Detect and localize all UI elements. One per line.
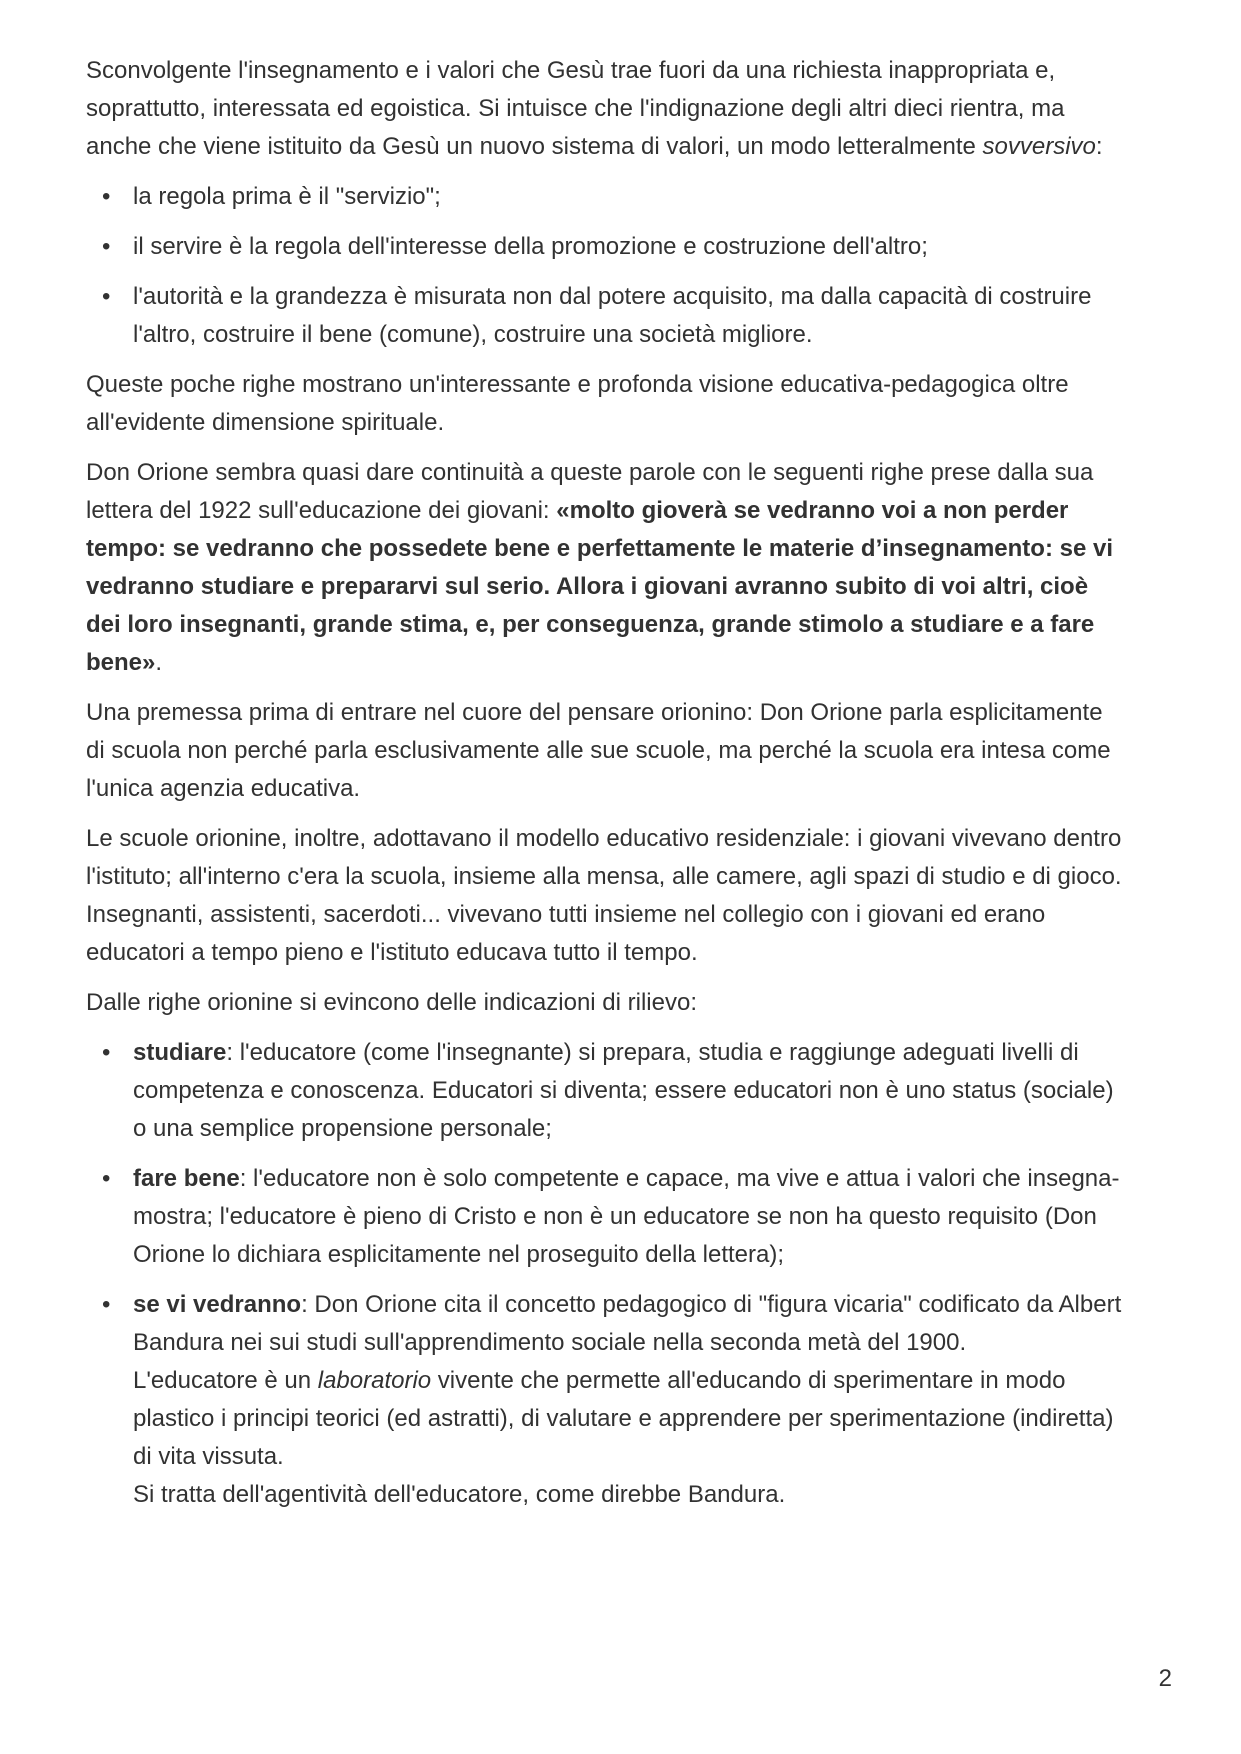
se-vi-vedranno-line-3 [133,1476,1126,1514]
quote-final-period: . [155,649,163,676]
se-vi-vedranno-line-1 [133,1286,1126,1362]
se-vi-vedranno-line-2 [133,1362,1126,1476]
list-item-autorita: • l'autorità e la grandezza è misurata non dal potere acquisito, ma dalla capacità di costruire l'altro, costruire il bene (comune), costruire una società migliore. [86,278,1126,354]
laboratorio-post: vivente che permette all'educando di sperimentare in modo plastico i principi teorici (ed astratti), di valutare e apprendere per sperimentazione (indiretta) di vita vissuta. [133,1367,1114,1470]
list-item-fare-bene-text: : l'educatore non è solo competente e capace, ma vive e attua i valori che insegna-mostra; l'educatore è pieno di Cristo e non è un educatore se non ha questo requisito (Don Orione lo dichiara esplicitamente nel proseguito della lettera); [133,1165,1120,1268]
paragraph-intro-colon: : [1095,133,1103,160]
list-item-studiare [86,1034,1126,1148]
bold-lead-se-vi-vedranno: se vi vedranno [133,1291,302,1318]
paragraph-scuole-orionine: Le scuole orionine, inoltre, adottavano il modello educativo residenziale: i giovani vivevano dentro l'istituto; all'interno c'era la scuola, insieme alla mensa, alle camere, agli spazi di studio e di gioco. Insegnanti, assistenti, sacerdoti... vivevano tutti insieme nel collegio con i giovani ed erano educatori a tempo pieno e l'istituto educava tutto il tempo. [86,825,1122,966]
page-number: 2 [1158,1665,1172,1692]
paragraph-intro-text: Sconvolgente l'insegnamento e i valori che Gesù trae fuori da una richiesta inappropriata e, soprattutto, interessata ed egoistica. Si intuisce che l'indignazione degli altri dieci rientra, ma anche che viene istituito da Gesù un nuovo sistema di valori, un modo letteralmente [86,57,1065,160]
list-item-servizio: • la regola prima è il "servizio"; [86,178,1126,216]
laboratorio-pre: L'educatore è un [133,1367,318,1394]
list-item-se-vi-vedranno [86,1286,1126,1514]
italic-term-laboratorio: laboratorio [317,1367,432,1394]
bullet-list-indicazioni [86,1034,1126,1514]
document-content [86,52,1126,1526]
bold-quote-text: «molto gioverà se vedranno voi a non perder tempo: se vedranno che possedete bene e perfettamente le materie d’insegnamento: se vi vedranno studiare e prepararvi sul serio. Allora i giovani avranno subito di voi altri, cioè dei loro insegnanti, grande stima, e, per conseguenza, grande stimolo a studiare e a fare bene» [86,497,1113,676]
paragraph-queste-righe: Queste poche righe mostrano un'interessante e profonda visione educativa-pedagogica oltre all'evidente dimensione spirituale. [86,371,1069,436]
list-item-servire: • il servire è la regola dell'interesse della promozione e costruzione dell'altro; [86,228,1126,266]
list-item-fare-bene [86,1160,1126,1274]
quote-lead-in: Don Orione sembra quasi dare continuità a queste parole con le seguenti righe prese dalla sua lettera del 1922 sull'educazione dei giovani: [86,459,1094,524]
paragraph-premessa: Una premessa prima di entrare nel cuore del pensare orionino: Don Orione parla esplicitamente di scuola non perché parla esclusivamente alle sue scuole, ma perché la scuola era intesa come l'unica agenzia educativa. [86,699,1111,802]
italic-term-sovversivo: sovversivo [982,133,1096,160]
paragraph-don-orione-quote [86,454,1126,682]
bold-lead-fare-bene: fare bene [133,1165,240,1192]
list-item-studiare-text: : l'educatore (come l'insegnante) si prepara, studia e raggiunge adeguati livelli di competenza e conoscenza. Educatori si diventa; essere educatori non è uno status (sociale) o una semplice propensione personale; [133,1039,1114,1142]
bullet-list-values [86,178,1126,354]
paragraph-indicazioni-intro: Dalle righe orionine si evincono delle indicazioni di rilievo: [86,989,698,1016]
paragraph-intro [86,52,1126,166]
list-item-se-vi-vedranno-text: : Don Orione cita il concetto pedagogico di "figura vicaria" codificato da Albert Bandura nei sui studi sull'apprendimento sociale nella seconda metà del 1900. [133,1291,1122,1356]
agentivita-text: Si tratta dell'agentività dell'educatore, come direbbe Bandura. [133,1481,786,1508]
bold-lead-studiare: studiare [133,1039,227,1066]
